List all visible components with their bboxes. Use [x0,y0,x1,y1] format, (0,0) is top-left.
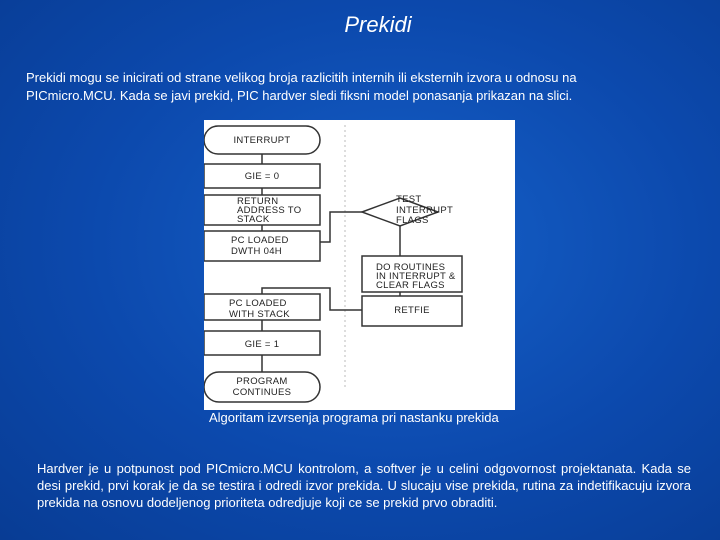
node-gie0-label: GIE = 0 [244,171,280,182]
node-routines-label: DO ROUTINES [376,262,446,273]
node-gie1-label: GIE = 1 [244,339,280,350]
outro-paragraph: Hardver je u potpunost pod PICmicro.MCU kontrolom, a softver je u celini odgovornost projektanata. Kada se desi prekid, prvi korak je da se testira i odredi izvor prekida. U slucaju vise prekida, rutina za indetifikacuju izvora prekida na osnovu dodeljenog prioriteta odredjuje koji ce se prekid prvo obraditi. [37,461,691,510]
node-program-label: CONTINUES [232,387,292,398]
interrupt-flowchart [204,120,515,410]
node-routines-label: IN INTERRUPT & [376,271,456,282]
node-return-label: STACK [237,214,270,225]
intro-paragraph: Prekidi mogu se inicirati od strane velikog broja razlicitih internih ili eksternih izvora u odnosu na PICmicro.MCU. Kada se javi prekid, PIC hardver sledi fiksni model ponasanja prikazan na slici. [26,70,577,103]
node-pcstack-label: WITH STACK [229,309,290,320]
node-interrupt-label: INTERRUPT [233,135,291,146]
node-retfie-label: RETFIE [394,305,430,316]
node-pcstack-label: PC LOADED [229,298,287,309]
flowchart-svg [204,120,515,410]
node-pc04-label: PC LOADED [231,235,289,246]
node-pc04-label: DWTH 04H [231,246,282,257]
node-test-label: TEST [396,194,422,205]
node-routines-label: CLEAR FLAGS [376,280,445,291]
connector [320,212,362,242]
node-program-label: PROGRAM [236,376,288,387]
node-test-label: INTERRUPT [396,205,454,216]
node-return-label: ADDRESS TO [237,205,302,216]
node-test-label: FLAGS [396,215,429,226]
node-return-label: RETURN [237,196,279,207]
figure-caption: Algoritam izvrsenja programa pri nastanku prekida [209,410,499,425]
slide-title: Prekidi [344,12,412,37]
